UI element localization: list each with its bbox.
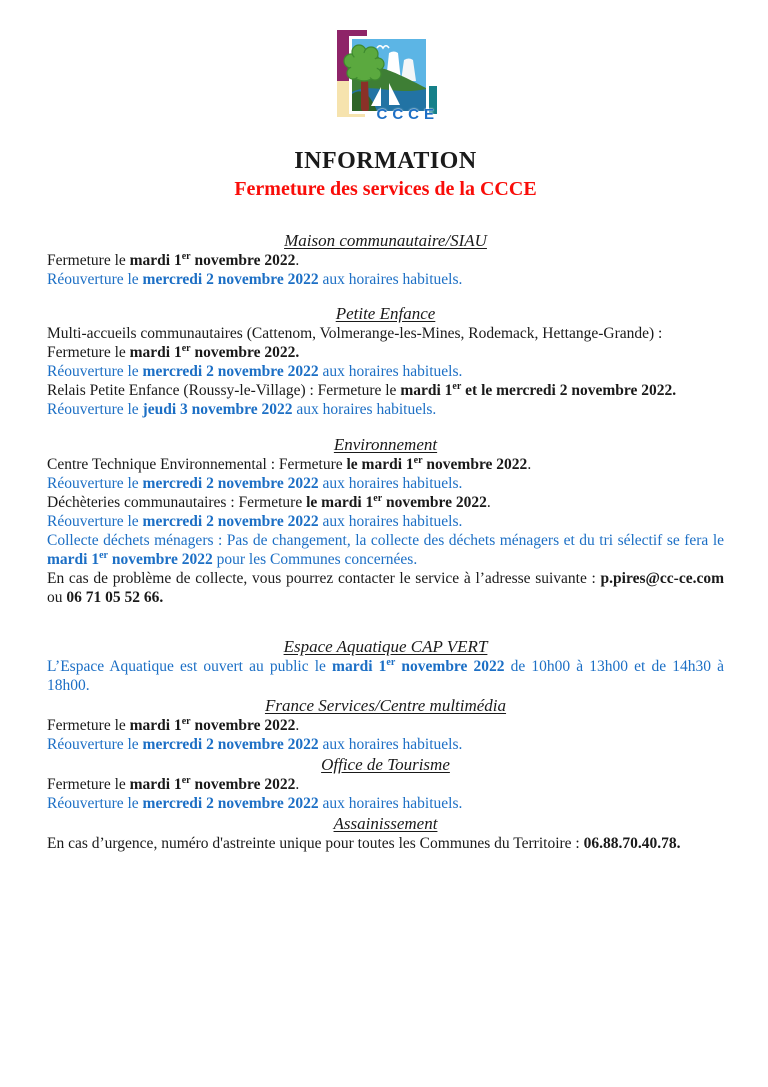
page-subtitle: Fermeture des services de la CCCE: [234, 178, 537, 200]
page-title: INFORMATION: [294, 148, 477, 174]
section-heading-environnement: Environnement: [333, 435, 438, 454]
cte-fermeture-line: Centre Technique Environnemental : Fermeture le mardi 1er novembre 2022.: [47, 454, 532, 473]
france-services-fermeture-line: Fermeture le mardi 1er novembre 2022.: [47, 715, 300, 734]
relais-reouverture-line: Réouverture le jeudi 3 novembre 2022 aux horaires habituels.: [47, 401, 437, 418]
aquatique-horaires-paragraph: L’Espace Aquatique est ouvert au public le mardi 1er novembre 2022 de 10h00 à 13h00 et de 14h30 à 18h00.: [47, 656, 724, 694]
section-heading-assainissement: Assainissement: [333, 814, 438, 833]
section-heading-office-tourisme: Office de Tourisme: [321, 755, 450, 774]
maison-reouverture-line: Réouverture le mercredi 2 novembre 2022 aux horaires habituels.: [47, 271, 463, 288]
decheteries-reouverture-line: Réouverture le mercredi 2 novembre 2022 aux horaires habituels.: [47, 513, 463, 530]
collecte-contact-paragraph: En cas de problème de collecte, vous pourrez contacter le service à l’adresse suivante : p.pires@cc-ce.com ou 06 71 05 52 66.: [47, 570, 724, 606]
petite-reouverture-line: Réouverture le mercredi 2 novembre 2022 aux horaires habituels.: [47, 363, 463, 380]
tourisme-reouverture-line: Réouverture le mercredi 2 novembre 2022 aux horaires habituels.: [47, 795, 463, 812]
section-heading-espace-aquatique: Espace Aquatique CAP VERT: [283, 637, 488, 656]
decheteries-fermeture-line: Déchèteries communautaires : Fermeture le mardi 1er novembre 2022.: [47, 492, 491, 511]
france-services-reouverture-line: Réouverture le mercredi 2 novembre 2022 aux horaires habituels.: [47, 736, 463, 753]
assainissement-urgence-paragraph: En cas d’urgence, numéro d'astreinte unique pour toutes les Communes du Territoire : 06.88.70.40.78.: [47, 835, 681, 852]
logo-wordmark: CCCE: [376, 106, 440, 123]
cte-reouverture-line: Réouverture le mercredi 2 novembre 2022 aux horaires habituels.: [47, 475, 463, 492]
collecte-info-paragraph: Collecte déchets ménagers : Pas de changement, la collecte des déchets ménagers et du tri sélectif se fera le mardi 1er novembre 2022 pour les Communes concernées.: [47, 532, 724, 568]
petite-fermeture-line: Fermeture le mardi 1er novembre 2022.: [47, 342, 300, 361]
ccce-logo: [331, 28, 441, 122]
relais-fermeture-line: Relais Petite Enfance (Roussy-le-Village) : Fermeture le mardi 1er et le mercredi 2 novembre 2022.: [47, 380, 677, 399]
section-heading-france-services: France Services/Centre multimédia: [264, 696, 507, 715]
petite-multiaccueils-line: Multi-accueils communautaires (Cattenom, Volmerange-les-Mines, Rodemack, Hettange-Grande) :: [47, 325, 663, 342]
tourisme-fermeture-line: Fermeture le mardi 1er novembre 2022.: [47, 774, 300, 793]
section-heading-maison-communautaire: Maison communautaire/SIAU: [284, 231, 487, 250]
section-heading-petite-enfance: Petite Enfance: [335, 304, 436, 323]
maison-fermeture-line: Fermeture le mardi 1er novembre 2022.: [47, 250, 300, 269]
